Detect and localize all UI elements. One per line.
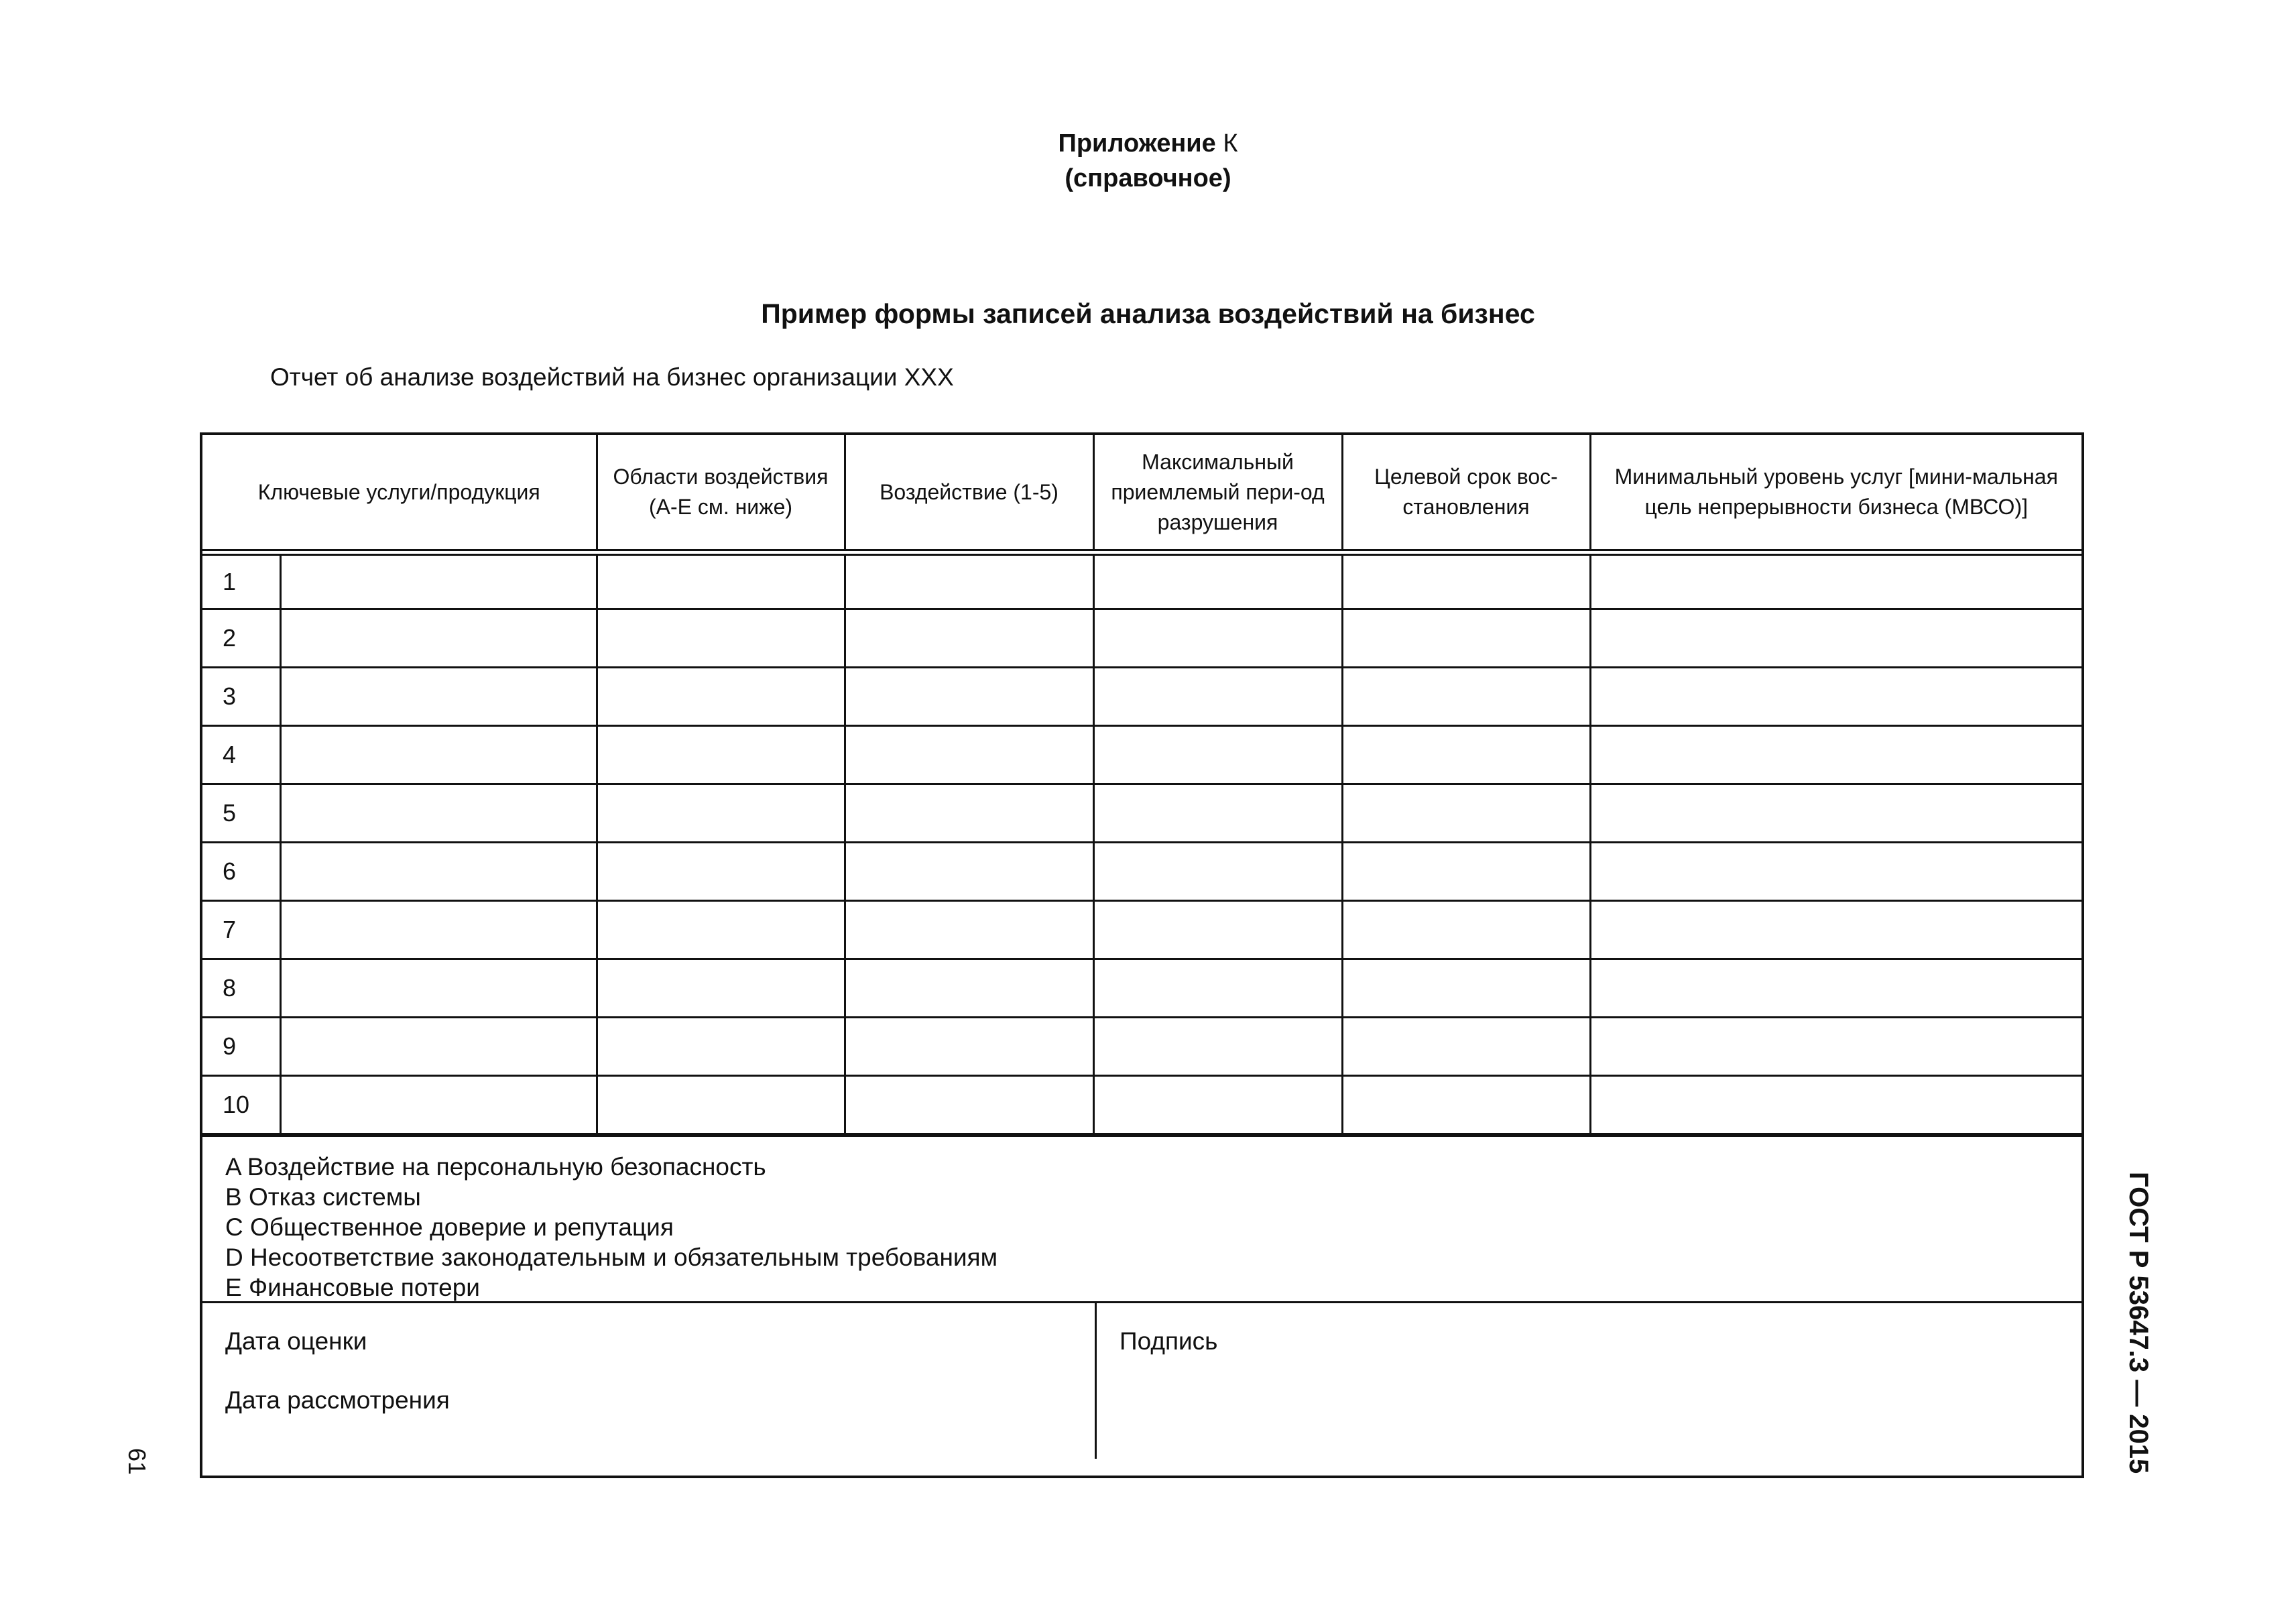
row-number: 9 xyxy=(202,1018,280,1076)
document-title: Пример формы записей анализа воздействий на бизнес xyxy=(761,298,1535,329)
impact-areas-cell[interactable] xyxy=(597,668,845,726)
min-service-level-cell[interactable] xyxy=(1590,668,2081,726)
legend-item-d: D Несоответствие законодательным и обязательным требованиям xyxy=(225,1244,998,1271)
table-row xyxy=(202,1018,2081,1076)
row-number: 7 xyxy=(202,901,280,959)
impact-cell[interactable] xyxy=(845,959,1093,1018)
min-service-level-cell[interactable] xyxy=(1590,552,2081,609)
table-row xyxy=(202,784,2081,843)
table-row xyxy=(202,609,2081,668)
row-number: 8 xyxy=(202,959,280,1018)
max-disruption-cell[interactable] xyxy=(1093,1076,1342,1134)
service-cell[interactable] xyxy=(280,668,597,726)
recovery-time-cell[interactable] xyxy=(1342,552,1590,609)
table-row xyxy=(202,726,2081,784)
header-max-disruption: Максимальный приемлемый пери-од разрушения xyxy=(1093,435,1342,552)
review-date-label: Дата рассмотрения xyxy=(225,1386,450,1414)
min-service-level-cell[interactable] xyxy=(1590,843,2081,901)
legend-item-a: A Воздействие на персональную безопасность xyxy=(225,1153,766,1181)
impact-cell[interactable] xyxy=(845,1076,1093,1134)
impact-areas-cell[interactable] xyxy=(597,843,845,901)
page-number: 61 xyxy=(123,1448,151,1476)
legend-item-b: B Отказ системы xyxy=(225,1183,421,1211)
row-number: 10 xyxy=(202,1076,280,1134)
impact-cell[interactable] xyxy=(845,726,1093,784)
header-impact-areas: Области воздействия (А-Е см. ниже) xyxy=(597,435,845,552)
signoff-section xyxy=(202,1301,2081,1459)
row-number: 2 xyxy=(202,609,280,668)
report-line: Отчет об анализе воздействий на бизнес организации XXX xyxy=(270,363,954,391)
bia-form xyxy=(200,432,2084,1478)
impact-areas-legend xyxy=(202,1135,2081,1301)
min-service-level-cell[interactable] xyxy=(1590,784,2081,843)
service-cell[interactable] xyxy=(280,1018,597,1076)
service-cell[interactable] xyxy=(280,959,597,1018)
recovery-time-cell[interactable] xyxy=(1342,901,1590,959)
recovery-time-cell[interactable] xyxy=(1342,959,1590,1018)
table-row xyxy=(202,668,2081,726)
impact-areas-cell[interactable] xyxy=(597,784,845,843)
max-disruption-cell[interactable] xyxy=(1093,959,1342,1018)
impact-cell[interactable] xyxy=(845,609,1093,668)
max-disruption-cell[interactable] xyxy=(1093,901,1342,959)
min-service-level-cell[interactable] xyxy=(1590,959,2081,1018)
min-service-level-cell[interactable] xyxy=(1590,609,2081,668)
assessment-date-label: Дата оценки xyxy=(225,1327,367,1355)
impact-cell[interactable] xyxy=(845,668,1093,726)
row-number: 3 xyxy=(202,668,280,726)
recovery-time-cell[interactable] xyxy=(1342,609,1590,668)
max-disruption-cell[interactable] xyxy=(1093,668,1342,726)
min-service-level-cell[interactable] xyxy=(1590,1076,2081,1134)
table-body xyxy=(202,552,2081,1134)
signature-label: Подпись xyxy=(1120,1327,1218,1355)
impact-cell[interactable] xyxy=(845,784,1093,843)
recovery-time-cell[interactable] xyxy=(1342,726,1590,784)
signature-cell xyxy=(1097,1303,1217,1459)
service-cell[interactable] xyxy=(280,1076,597,1134)
table-row xyxy=(202,1076,2081,1134)
min-service-level-cell[interactable] xyxy=(1590,1018,2081,1076)
max-disruption-cell[interactable] xyxy=(1093,1018,1342,1076)
dates-cell xyxy=(202,1303,1097,1459)
row-number: 1 xyxy=(202,552,280,609)
bia-table xyxy=(202,435,2081,1135)
impact-areas-cell[interactable] xyxy=(597,609,845,668)
max-disruption-cell[interactable] xyxy=(1093,552,1342,609)
impact-areas-cell[interactable] xyxy=(597,726,845,784)
table-row xyxy=(202,552,2081,609)
max-disruption-cell[interactable] xyxy=(1093,784,1342,843)
service-cell[interactable] xyxy=(280,726,597,784)
min-service-level-cell[interactable] xyxy=(1590,901,2081,959)
impact-cell[interactable] xyxy=(845,843,1093,901)
table-row xyxy=(202,843,2081,901)
header-impact: Воздействие (1-5) xyxy=(845,435,1093,552)
service-cell[interactable] xyxy=(280,784,597,843)
recovery-time-cell[interactable] xyxy=(1342,668,1590,726)
impact-areas-cell[interactable] xyxy=(597,901,845,959)
service-cell[interactable] xyxy=(280,609,597,668)
recovery-time-cell[interactable] xyxy=(1342,843,1590,901)
recovery-time-cell[interactable] xyxy=(1342,784,1590,843)
service-cell[interactable] xyxy=(280,552,597,609)
table-header-row xyxy=(202,435,2081,552)
row-number: 5 xyxy=(202,784,280,843)
appendix-heading xyxy=(0,126,2296,196)
impact-areas-cell[interactable] xyxy=(597,1076,845,1134)
recovery-time-cell[interactable] xyxy=(1342,1018,1590,1076)
table-row xyxy=(202,901,2081,959)
legend-item-e: E Финансовые потери xyxy=(225,1274,480,1301)
impact-areas-cell[interactable] xyxy=(597,1018,845,1076)
appendix-kind: (справочное) xyxy=(1065,164,1231,192)
min-service-level-cell[interactable] xyxy=(1590,726,2081,784)
table-row xyxy=(202,959,2081,1018)
row-number: 6 xyxy=(202,843,280,901)
service-cell[interactable] xyxy=(280,901,597,959)
appendix-letter: К xyxy=(1223,129,1238,158)
row-number: 4 xyxy=(202,726,280,784)
impact-cell[interactable] xyxy=(845,901,1093,959)
max-disruption-cell[interactable] xyxy=(1093,843,1342,901)
impact-areas-cell[interactable] xyxy=(597,552,845,609)
impact-cell[interactable] xyxy=(845,1018,1093,1076)
service-cell[interactable] xyxy=(280,843,597,901)
recovery-time-cell[interactable] xyxy=(1342,1076,1590,1134)
impact-areas-cell[interactable] xyxy=(597,959,845,1018)
max-disruption-cell[interactable] xyxy=(1093,609,1342,668)
legend-item-c: C Общественное доверие и репутация xyxy=(225,1213,674,1241)
max-disruption-cell[interactable] xyxy=(1093,726,1342,784)
header-recovery-time: Целевой срок вос-становления xyxy=(1342,435,1590,552)
header-key-services: Ключевые услуги/продукция xyxy=(202,435,597,552)
header-min-service-level: Минимальный уровень услуг [мини-мальная цель непрерывности бизнеса (МВСО)] xyxy=(1590,435,2081,552)
standard-code: ГОСТ Р 53647.3 — 2015 xyxy=(2124,1172,2153,1474)
impact-cell[interactable] xyxy=(845,552,1093,609)
appendix-label: Приложение xyxy=(1058,129,1216,158)
